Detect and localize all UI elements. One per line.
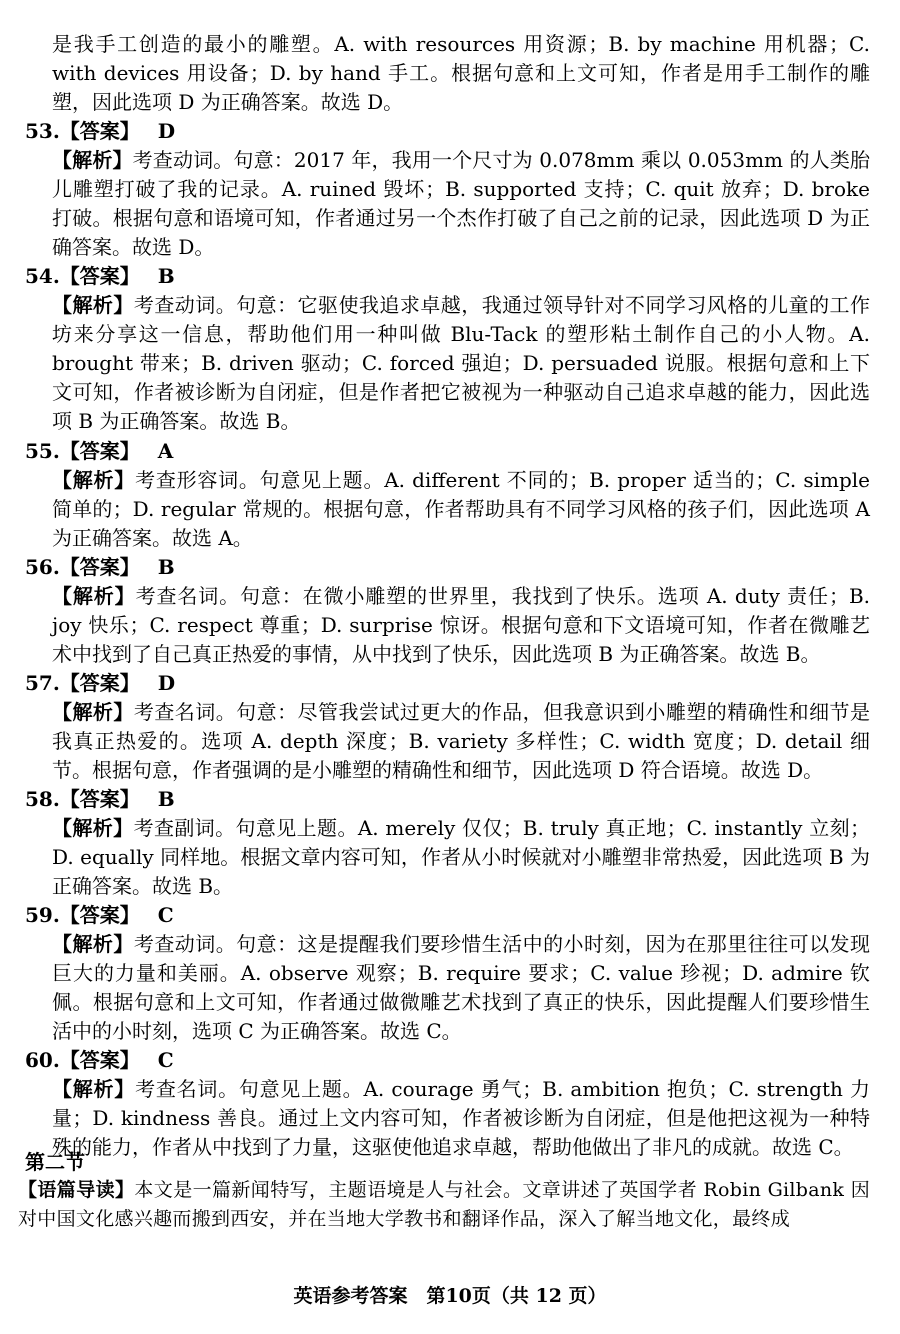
answer-line-57	[25, 669, 175, 698]
analysis-57	[52, 698, 870, 785]
question-number: 59.	[25, 903, 60, 927]
answer-letter: C	[157, 1048, 174, 1072]
analysis-56	[52, 582, 870, 669]
answer-line-60	[25, 1046, 174, 1075]
answer-line-56	[25, 553, 175, 582]
section-title: 第二节	[25, 1150, 85, 1174]
analysis-label: 【解析】	[52, 816, 134, 840]
analysis-label: 【解析】	[52, 1077, 136, 1101]
answer-letter: D	[157, 671, 176, 695]
analysis-text: 考查动词。句意：它驱使我追求卓越，我通过领导针对不同学习风格的儿童的工作坊来分享这一信息，帮助他们用一种叫做 Blu-Tack 的塑形粘土制作自己的小人物。A. brought 带来；B. driven 驱动；C. forced 强迫；D. persuaded 说服。根据句意和上下文可知，作者被诊断为自闭症，但是作者把它被视为一种驱动自己追求卓越的能力，因此选项 B 为正确答案。故选 B。	[52, 293, 871, 433]
answer-label: 【答案】	[59, 119, 140, 143]
answer-label: 【答案】	[59, 903, 140, 927]
analysis-text: 考查形容词。句意见上题。A. different 不同的；B. proper 适当的；C. simple 简单的；D. regular 常规的。根据句意，作者帮助具有不同学习风格的孩子们，因此选项 A 为正确答案。故选 A。	[52, 468, 871, 550]
analysis-text: 考查名词。句意见上题。A. courage 勇气；B. ambition 抱负；C. strength 力量；D. kindness 善良。通过上文内容可知，作者被诊断为自闭症，但是他把这视为一种特殊的能力，作者从中找到了力量，这驱使他追求卓越，帮助他做出了非凡的成就。故选 C。	[52, 1077, 871, 1159]
question-number: 58.	[25, 787, 60, 811]
answer-letter: C	[157, 903, 174, 927]
guide-text: 本文是一篇新闻特写，主题语境是人与社会。文章讲述了英国学者 Robin Gilbank 因对中国文化感兴趣而搬到西安，并在当地大学教书和翻译作品，深入了解当地文化，最终成	[18, 1179, 870, 1230]
answer-line-58	[25, 785, 175, 814]
analysis-label: 【解析】	[52, 293, 134, 317]
page-footer: 英语参考答案 第10页（共 12 页）	[293, 1285, 607, 1307]
answer-line-55	[25, 437, 173, 466]
answer-label: 【答案】	[59, 671, 140, 695]
analysis-text: 考查副词。句意见上题。A. merely 仅仅；B. truly 真正地；C. instantly 立刻；D. equally 同样地。根据文章内容可知，作者从小时候就对小雕塑非常热爱，因此选项 B 为正确答案。故选 B。	[52, 816, 870, 898]
analysis-label: 【解析】	[52, 148, 133, 172]
analysis-60	[52, 1075, 870, 1162]
answer-label: 【答案】	[59, 264, 140, 288]
answer-letter: B	[157, 787, 175, 811]
answer-letter: B	[157, 555, 175, 579]
analysis-text: 考查动词。句意：2017 年，我用一个尺寸为 0.078mm 乘以 0.053mm 的人类胎儿雕塑打破了我的记录。A. ruined 毁坏；B. supported 支持；C. quit 放弃；D. broke 打破。根据句意和语境可知，作者通过另一个杰作打破了自己之前的记录，因此选项 D 为正确答案。故选 D。	[52, 148, 870, 259]
answer-letter: A	[157, 439, 174, 463]
analysis-55	[52, 466, 870, 553]
analysis-label: 【解析】	[52, 700, 134, 724]
answer-letter: B	[157, 264, 175, 288]
answer-line-53	[25, 117, 175, 146]
analysis-59	[52, 930, 870, 1046]
analysis-53	[52, 146, 870, 262]
question-number: 60.	[25, 1048, 60, 1072]
analysis-label: 【解析】	[52, 468, 136, 492]
answer-letter: D	[157, 119, 176, 143]
question-number: 54.	[25, 264, 60, 288]
question-number: 57.	[25, 671, 60, 695]
answer-line-54	[25, 262, 175, 291]
question-number: 55.	[25, 439, 60, 463]
analysis-text: 考查名词。句意：在微小雕塑的世界里，我找到了快乐。选项 A. duty 责任；B. joy 快乐；C. respect 尊重；D. surprise 惊讶。根据句意和下文语境可知，作者在微雕艺术中找到了自己真正热爱的事情，从中找到了快乐，因此选项 B 为正确答案。故选 B。	[52, 584, 870, 666]
question-number: 56.	[25, 555, 60, 579]
question-number: 53.	[25, 119, 60, 143]
analysis-text: 考查名词。句意：尽管我尝试过更大的作品，但我意识到小雕塑的精确性和细节是我真正热爱的。选项 A. depth 深度；B. variety 多样性；C. width 宽度；D. detail 细节。根据句意，作者强调的是小雕塑的精确性和细节，因此选项 D 符合语境。故选 D。	[52, 700, 871, 782]
answer-label: 【答案】	[59, 1048, 140, 1072]
analysis-58	[52, 814, 870, 901]
answer-label: 【答案】	[59, 439, 140, 463]
analysis-label: 【解析】	[52, 932, 134, 956]
analysis-label: 【解析】	[52, 584, 136, 608]
analysis-text: 考查动词。句意：这是提醒我们要珍惜生活中的小时刻，因为在那里往往可以发现巨大的力量和美丽。A. observe 观察；B. require 要求；C. value 珍视；D. admire 钦佩。根据句意和上文可知，作者通过做微雕艺术找到了真正的快乐，因此提醒人们要珍惜生活中的小时刻，选项 C 为正确答案。故选 C。	[52, 932, 871, 1043]
intro-paragraph: 是我手工创造的最小的雕塑。A. with resources 用资源；B. by machine 用机器；C. with devices 用设备；D. by hand 手工。根据句意和上文可知，作者是用手工制作的雕塑，因此选项 D 为正确答案。故选 D。	[52, 32, 870, 114]
analysis-54	[52, 291, 870, 436]
answer-label: 【答案】	[59, 787, 140, 811]
discourse-guide	[18, 1176, 870, 1234]
answer-line-59	[25, 901, 174, 930]
answer-label: 【答案】	[59, 555, 140, 579]
guide-label: 【语篇导读】	[18, 1179, 135, 1201]
